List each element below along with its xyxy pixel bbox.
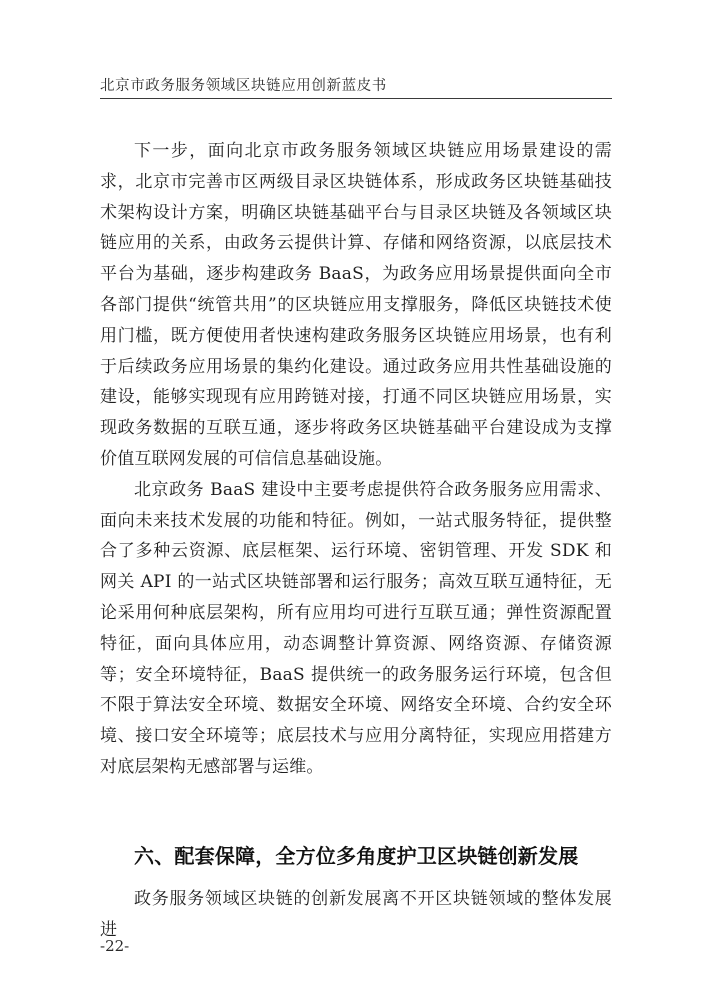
paragraph-baas-plan: 下一步，面向北京市政务服务领域区块链应用场景建设的需求，北京市完善市区两级目录区块链体系，形成政务区块链基础技术架构设计方案，明确区块链基础平台与目录区块链及各领域区块链应用的关系，由政务云提供计算、存储和网络资源，以底层技术平台为基础，逐步构建政务 BaaS，为政务应用场景提供面向全市各部门提供“统管共用”的区块链应用支撑服务，降低区块链技术使用门槛，既方便使用者快速构建政务服务区块链应用场景，也有利于后续政务应用场景的集约化建设。通过政务应用共性基础设施的建设，能够实现现有应用跨链对接，打通不同区块链应用场景，实现政务数据的互联互通，逐步将政务区块链基础平台建设成为支撑价值互联网发展的可信信息基础设施。 — [100, 141, 612, 469]
header-rule — [100, 98, 612, 99]
section-heading: 六、配套保障，全方位多角度护卫区块链创新发展 — [134, 844, 579, 868]
body-text — [100, 136, 612, 783]
page-number: -22- — [100, 937, 130, 955]
section-body — [100, 884, 612, 946]
paragraph-section-intro: 政务服务领域区块链的创新发展离不开区块链领域的整体发展进 — [100, 889, 612, 940]
paragraph-baas-features: 北京政务 BaaS 建设中主要考虑提供符合政务服务应用需求、面向未来技术发展的功能和特征。例如，一站式服务特征，提供整合了多种云资源、底层框架、运行环境、密钥管理、开发 SDK 和网关 API 的一站式区块链部署和运行服务；高效互联互通特征，无论采用何种底层架构，所有应用均可进行互联互通；弹性资源配置特征，面向具体应用，动态调整计算资源、网络资源、存储资源等；安全环境特征，BaaS 提供统一的政务服务运行环境，包含但不限于算法安全环境、数据安全环境、网络安全环境、合约安全环境、接口安全环境等；底层技术与应用分离特征，实现应用搭建方对底层架构无感部署与运维。 — [100, 479, 612, 777]
running-header: 北京市政务服务领域区块链应用创新蓝皮书 — [100, 78, 387, 94]
